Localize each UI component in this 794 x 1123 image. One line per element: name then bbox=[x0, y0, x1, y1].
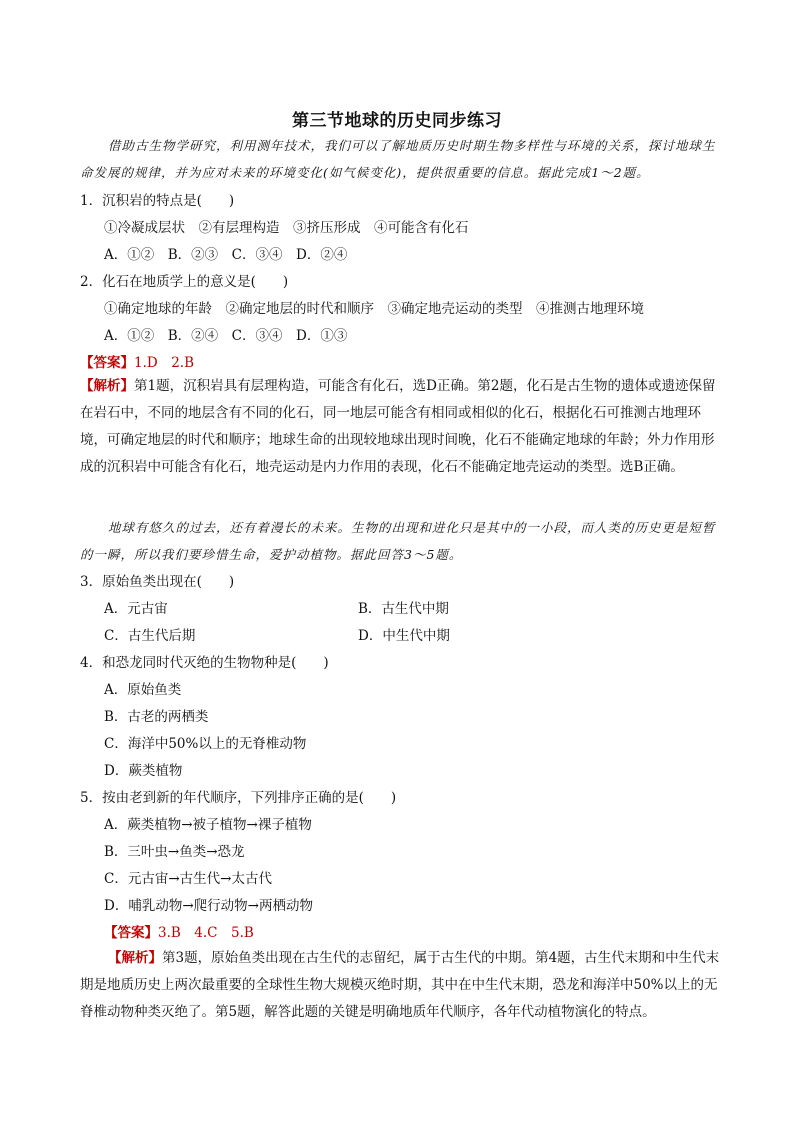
question-3-option-b: B．古生代中期 bbox=[358, 601, 449, 617]
answer-label: 【答案】 bbox=[80, 355, 134, 371]
question-4-stem: 4．和恐龙同时代灭绝的生物物种是( ) bbox=[80, 655, 329, 671]
analysis-label: 【解析】 bbox=[108, 950, 162, 966]
question-5-option-d: D．哺乳动物→爬行动物→两栖动物 bbox=[104, 898, 313, 914]
passage-intro-1: 借助古生物学研究，利用测年技术，我们可以了解地质历史时期生物多样性与环境的关系，探讨地球生命发展的规律，并为应对未来的环境变化(如气候变化)，提供很重要的信息。据此完成1～2题。 bbox=[80, 138, 716, 180]
question-5-option-a: A．蕨类植物→被子植物→裸子植物 bbox=[104, 817, 312, 833]
question-4-option-c: C．海洋中50%以上的无脊椎动物 bbox=[104, 736, 307, 752]
answer-label: 【答案】 bbox=[104, 925, 158, 941]
analysis-block-1 bbox=[80, 373, 720, 481]
passage-intro-2: 地球有悠久的过去，还有着漫长的未来。生物的出现和进化只是其中的一小段，而人类的历史更是短暂的一瞬，所以我们要珍惜生命，爱护动植物。据此回答3～5题。 bbox=[80, 520, 716, 562]
question-3-stem: 3．原始鱼类出现在( ) bbox=[80, 574, 235, 590]
question-4-option-d: D．蕨类植物 bbox=[104, 763, 183, 779]
question-5-option-c: C．元古宙→古生代→太古代 bbox=[104, 871, 272, 887]
question-2-items: ①确定地球的年龄 ②确定地层的时代和顺序 ③确定地壳运动的类型 ④推测古地理环境 bbox=[104, 301, 644, 317]
question-3-option-a: A．元古宙 bbox=[104, 601, 168, 617]
question-1-options: A．①② B．②③ C．③④ D．②④ bbox=[104, 247, 348, 263]
question-4-option-a: A．原始鱼类 bbox=[104, 682, 182, 698]
question-2-options: A．①② B．②④ C．③④ D．①③ bbox=[104, 328, 348, 344]
answer-block-1 bbox=[80, 352, 194, 374]
analysis-text: 第3题，原始鱼类出现在古生代的志留纪，属于古生代的中期。第4题，古生代末期和中生代末期是地质历史上两次最重要的全球性生物大规模灭绝时期，其中在中生代末期，恐龙和海洋中50%以上的无脊椎动物种类灭绝了。第5题，解答此题的关键是明确地质年代顺序，各年代动植物演化的特点。 bbox=[80, 950, 720, 1020]
question-1-items: ①冷凝成层状 ②有层理构造 ③挤压形成 ④可能含有化石 bbox=[104, 220, 469, 236]
question-5-option-b: B．三叶虫→鱼类→恐龙 bbox=[104, 844, 245, 860]
analysis-block-2 bbox=[80, 945, 720, 1026]
question-3-option-c: C．古生代后期 bbox=[104, 628, 196, 644]
page-title: 第三节地球的历史同步练习 bbox=[292, 111, 502, 131]
answer-value: 3.B 4.C 5.B bbox=[158, 925, 254, 941]
question-4-option-b: B．古老的两栖类 bbox=[104, 709, 209, 725]
question-5-stem: 5．按由老到新的年代顺序，下列排序正确的是( ) bbox=[80, 790, 397, 806]
question-1-stem: 1．沉积岩的特点是( ) bbox=[80, 193, 235, 209]
analysis-label: 【解析】 bbox=[80, 378, 134, 394]
question-2-stem: 2．化石在地质学上的意义是( ) bbox=[80, 274, 289, 290]
answer-block-2 bbox=[104, 922, 254, 944]
analysis-text: 第1题，沉积岩具有层理构造，可能含有化石，选D正确。第2题，化石是古生物的遗体或遗迹保留在岩石中，不同的地层含有不同的化石，同一地层可能含有相同或相似的化石，根据化石可推测古地理环境，可确定地层的时代和顺序；地球生命的出现较地球出现时间晚，化石不能确定地球的年龄；外力作用形成的沉积岩中可能含有化石，地壳运动是内力作用的表现，化石不能确定地壳运动的类型。选B正确。 bbox=[80, 378, 716, 475]
question-3-option-d: D．中生代中期 bbox=[358, 628, 450, 644]
answer-value: 1.D 2.B bbox=[134, 355, 195, 371]
